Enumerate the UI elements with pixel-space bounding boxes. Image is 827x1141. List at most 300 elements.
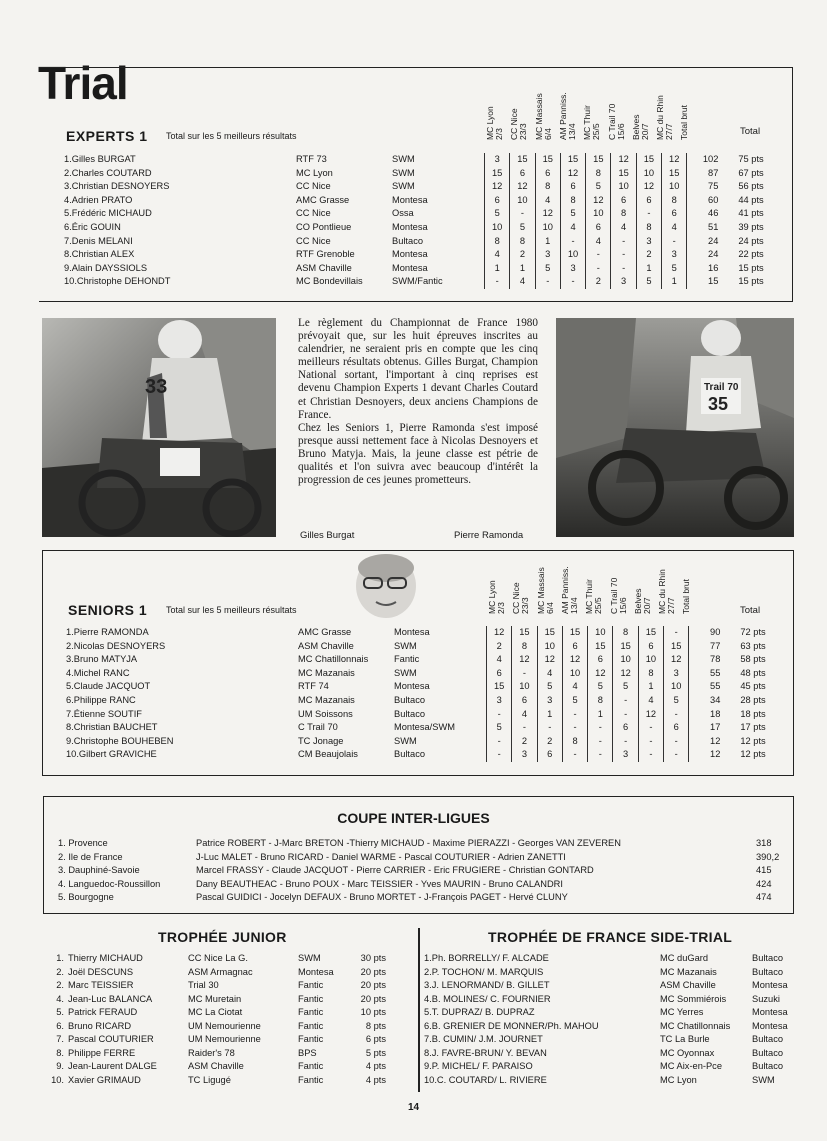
rider-moto: Bultaco: [394, 749, 426, 760]
score-cell: 6: [662, 207, 687, 221]
score-cell: 5: [510, 221, 535, 235]
ligue-riders: J-Luc MALET - Bruno RICARD - Daniel WARME - Pascal COUTURIER - Adrien ZANETTI: [196, 851, 566, 862]
total-points: 67 pts: [738, 167, 764, 178]
column-header: MC du Rhin 27/7: [655, 95, 675, 140]
total-points: 56 pts: [738, 181, 764, 192]
seniors-table: [66, 626, 802, 762]
junior-rank: 5.: [56, 1007, 64, 1017]
table-row: [58, 837, 796, 851]
ligue-score: 424: [756, 878, 772, 889]
total-points: 39 pts: [738, 221, 764, 232]
junior-name: Pascal COUTURIER: [68, 1034, 154, 1044]
junior-moto: Fantic: [298, 1061, 324, 1071]
score-cell: 3: [537, 694, 562, 708]
page-number: 14: [407, 1102, 420, 1113]
score-cell: -: [537, 721, 562, 735]
rider-name: 4.Adrien PRATO: [64, 194, 133, 205]
total-points: 17 pts: [740, 722, 766, 733]
junior-points: 20 pts: [360, 980, 386, 990]
junior-rank: 9.: [56, 1061, 64, 1071]
column-header: AM Panniss. 13/4: [557, 92, 577, 140]
rider-name: 6.Philippe RANC: [66, 694, 136, 705]
score-cell: 4: [586, 235, 611, 249]
table-row: [424, 1060, 798, 1074]
table-row: [64, 262, 800, 276]
total-brut: 24: [708, 235, 719, 246]
junior-rank: 6.: [56, 1020, 64, 1031]
side-club: MC Sommiérois: [660, 993, 727, 1004]
score-cell: 12: [535, 207, 560, 221]
score-cell: -: [560, 235, 585, 249]
score-cell: 8: [613, 626, 638, 640]
table-row: [42, 1047, 386, 1061]
total-points: 58 pts: [740, 654, 766, 665]
junior-name: Philippe FERRE: [68, 1047, 136, 1058]
table-row: [424, 1020, 798, 1034]
score-cell: 5: [537, 680, 562, 694]
score-cell: -: [588, 735, 613, 749]
table-row: [64, 180, 800, 194]
score-cell: -: [512, 667, 537, 681]
rider-club: MC Chatillonnais: [298, 654, 369, 665]
pierre-ramonda-portrait: [346, 552, 430, 618]
score-cell: -: [664, 735, 689, 749]
score-cell: 8: [512, 640, 537, 654]
score-cell: 6: [664, 721, 689, 735]
score-cell: 3: [613, 748, 638, 762]
junior-points: 20 pts: [360, 993, 386, 1004]
rider-club: CM Beaujolais: [298, 749, 358, 760]
score-cell: 1: [537, 708, 562, 722]
total-points: 45 pts: [740, 681, 766, 692]
total-points: 15 pts: [738, 276, 764, 287]
junior-table: [42, 952, 386, 1087]
rider-club: RTF Grenoble: [296, 249, 355, 260]
side-table: [424, 952, 798, 1087]
junior-moto: Fantic: [298, 1034, 324, 1044]
photo-gilles-burgat: [42, 318, 276, 537]
score-cell: 10: [611, 180, 636, 194]
total-brut: 75: [708, 181, 719, 192]
table-row: [58, 878, 796, 892]
score-cell: 6: [485, 194, 510, 208]
table-row: [66, 748, 802, 762]
score-cell: 12: [613, 667, 638, 681]
table-row: [66, 708, 802, 722]
rider-moto: SWM: [394, 667, 417, 678]
column-header: MC du Rhin 27/7: [657, 569, 677, 614]
coupe-table: [58, 837, 796, 905]
score-cell: -: [562, 721, 587, 735]
score-cell: 15: [512, 626, 537, 640]
junior-points: 8 pts: [365, 1020, 386, 1031]
total-brut: 24: [708, 249, 719, 260]
ligue-score: 415: [756, 865, 772, 876]
junior-moto: SWM: [298, 953, 321, 963]
score-cell: -: [535, 275, 560, 289]
junior-rank: 2.: [56, 980, 64, 990]
score-cell: 8: [636, 221, 661, 235]
rider-name: 5.Frédéric MICHAUD: [64, 208, 152, 219]
table-row: [64, 275, 800, 289]
score-cell: 5: [662, 262, 687, 276]
junior-moto: Fantic: [298, 993, 324, 1004]
ligue-score: 318: [756, 838, 772, 848]
score-cell: -: [613, 708, 638, 722]
score-cell: 10: [588, 626, 613, 640]
score-cell: 6: [588, 653, 613, 667]
score-cell: 3: [664, 667, 689, 681]
side-moto: SWM: [752, 1074, 775, 1085]
rider-club: RTF 73: [296, 154, 327, 164]
total-points: 12 pts: [740, 735, 766, 746]
score-cell: 10: [560, 248, 585, 262]
score-cell: -: [611, 235, 636, 249]
rider-club: CO Pontlieue: [296, 221, 352, 232]
score-cell: 1: [588, 708, 613, 722]
rider-moto: SWM: [394, 735, 417, 746]
side-club: ASM Chaville: [660, 980, 716, 990]
ligue-name: 4. Languedoc-Roussillon: [58, 878, 161, 889]
table-row: [42, 979, 386, 993]
side-crew: 10.C. COUTARD/ L. RIVIERE: [424, 1074, 547, 1085]
table-row: [64, 235, 800, 249]
score-cell: 2: [636, 248, 661, 262]
score-cell: 12: [636, 180, 661, 194]
table-row: [424, 1047, 798, 1061]
side-crew: 8.J. FAVRE-BRUN/ Y. BEVAN: [424, 1047, 547, 1058]
total-points: 28 pts: [740, 694, 766, 705]
score-cell: 12: [510, 180, 535, 194]
score-cell: 8: [638, 667, 663, 681]
score-cell: 6: [512, 694, 537, 708]
score-cell: 10: [512, 680, 537, 694]
junior-club: MC La Ciotat: [188, 1007, 243, 1017]
side-moto: Montesa: [752, 1007, 788, 1017]
table-row: [66, 721, 802, 735]
rider-name: 3.Christian DESNOYERS: [64, 181, 170, 192]
junior-name: Marc TEISSIER: [68, 980, 134, 990]
score-cell: 12: [611, 153, 636, 167]
side-crew: 2.P. TOCHON/ M. MARQUIS: [424, 966, 544, 977]
article-text: [298, 317, 538, 487]
score-cell: 10: [535, 221, 560, 235]
junior-rank: 1.: [56, 953, 64, 963]
score-cell: 6: [586, 221, 611, 235]
junior-club: ASM Armagnac: [188, 966, 253, 977]
ligue-name: 1. Provence: [58, 838, 108, 848]
side-club: MC Lyon: [660, 1074, 697, 1085]
total-brut: 12: [710, 735, 721, 746]
rider-club: ASM Chaville: [298, 640, 354, 651]
column-header: AM Panniss. 13/4: [559, 566, 579, 614]
ligue-score: 390,2: [756, 851, 780, 862]
score-cell: 6: [535, 167, 560, 181]
score-cell: 10: [562, 667, 587, 681]
rider-moto: Montesa: [392, 262, 428, 273]
score-cell: -: [664, 748, 689, 762]
score-cell: 3: [560, 262, 585, 276]
table-row: [66, 667, 802, 681]
article-paragraph-2: Chez les Seniors 1, Pierre Ramonda s'est imposé presque aussi nettement face à Nicolas Desnoyers et Bruno Matyja. Mais, la jeune classe est pétrie de qualités et l'on suivra avec beaucoup d'intérêt la progression de ces jeunes prometteurs.: [298, 421, 538, 487]
score-cell: 1: [636, 262, 661, 276]
junior-rank: 7.: [56, 1034, 64, 1044]
score-cell: 6: [562, 640, 587, 654]
rider-moto: Montesa: [394, 681, 430, 692]
score-cell: 6: [611, 194, 636, 208]
rider-club: ASM Chaville: [296, 262, 352, 273]
score-cell: 8: [662, 194, 687, 208]
table-row: [42, 993, 386, 1007]
score-cell: 4: [562, 680, 587, 694]
score-cell: 15: [611, 167, 636, 181]
side-club: TC La Burle: [660, 1034, 710, 1044]
side-moto: Suzuki: [752, 993, 780, 1004]
rider-photo-left: [42, 318, 276, 537]
experts-table: [64, 153, 800, 289]
side-club: MC duGard: [660, 953, 709, 963]
table-row: [64, 167, 800, 181]
junior-moto: Fantic: [298, 1074, 324, 1085]
score-cell: 15: [510, 153, 535, 167]
score-cell: 15: [487, 680, 512, 694]
score-cell: 15: [562, 626, 587, 640]
score-cell: 12: [586, 194, 611, 208]
junior-title: TROPHÉE JUNIOR: [158, 929, 287, 945]
ligue-name: 3. Dauphiné-Savoie: [58, 865, 140, 876]
rider-club: CC Nice: [296, 208, 331, 219]
total-points: 12 pts: [740, 749, 766, 760]
total-brut: 90: [710, 627, 721, 637]
total-points: 15 pts: [738, 262, 764, 273]
rider-name: 2.Charles COUTARD: [64, 167, 152, 178]
rider-name: 8.Christian BAUCHET: [66, 722, 158, 733]
score-cell: 4: [638, 694, 663, 708]
score-cell: 2: [487, 640, 512, 654]
rider-name: 2.Nicolas DESNOYERS: [66, 640, 166, 651]
rider-club: UM Soissons: [298, 708, 353, 719]
total-points: 48 pts: [740, 667, 766, 678]
rider-club: CC Nice: [296, 235, 331, 246]
rider-club: AMC Grasse: [298, 627, 352, 637]
table-row: [58, 864, 796, 878]
ligue-score: 474: [756, 892, 772, 903]
score-cell: 2: [510, 248, 535, 262]
score-cell: 8: [535, 180, 560, 194]
side-moto: Montesa: [752, 1020, 788, 1031]
table-row: [64, 194, 800, 208]
score-cell: 4: [537, 667, 562, 681]
score-cell: -: [512, 721, 537, 735]
junior-name: Patrick FERAUD: [68, 1007, 138, 1017]
score-cell: 15: [662, 167, 687, 181]
score-cell: 4: [662, 221, 687, 235]
score-cell: 15: [586, 153, 611, 167]
column-header: Belves 20/7: [630, 114, 650, 140]
rider-moto: Montesa: [392, 221, 428, 232]
junior-points: 20 pts: [360, 966, 386, 977]
ligue-name: 5. Bourgogne: [58, 892, 114, 903]
rider-name: 9.Alain DAYSSIOLS: [64, 262, 148, 273]
column-header: CC Nice 23/3: [511, 582, 531, 614]
score-cell: 12: [638, 708, 663, 722]
junior-points: 6 pts: [365, 1034, 386, 1044]
total-points: 44 pts: [738, 194, 764, 205]
score-cell: -: [487, 735, 512, 749]
total-brut: 12: [710, 749, 721, 760]
rider-name: 1.Pierre RAMONDA: [66, 627, 149, 637]
column-header: MC Massais 6/4: [533, 93, 553, 140]
rider-moto: Bultaco: [392, 235, 424, 246]
table-row: [424, 1033, 798, 1047]
junior-name: Jean-Laurent DALGE: [68, 1061, 157, 1071]
side-crew: 5.T. DUPRAZ/ B. DUPRAZ: [424, 1007, 535, 1017]
column-header: MC Thuir 25/5: [584, 579, 604, 614]
score-cell: -: [487, 748, 512, 762]
score-cell: 3: [512, 748, 537, 762]
score-cell: 3: [611, 275, 636, 289]
score-cell: 5: [588, 680, 613, 694]
score-cell: 5: [560, 207, 585, 221]
rider-moto: Montesa: [392, 194, 428, 205]
score-cell: 8: [611, 207, 636, 221]
table-row: [66, 735, 802, 749]
side-club: MC Mazanais: [660, 966, 717, 977]
score-cell: -: [638, 748, 663, 762]
caption-pierre-ramonda: Pierre Ramonda: [454, 530, 524, 541]
score-cell: 5: [562, 694, 587, 708]
total-points: 63 pts: [740, 640, 766, 651]
bib-number-left: 33: [145, 376, 168, 398]
junior-club: Trial 30: [188, 980, 219, 990]
junior-name: Joël DESCUNS: [68, 966, 134, 977]
table-row: [66, 694, 802, 708]
junior-name: Jean-Luc BALANCA: [68, 993, 153, 1004]
column-header: C Trail 70 15/6: [606, 103, 626, 140]
rider-name: 4.Michel RANC: [66, 667, 130, 678]
total-points: 24 pts: [738, 235, 764, 246]
total-brut: 18: [710, 708, 721, 719]
side-crew: 1.Ph. BORRELLY/ F. ALCADE: [424, 953, 549, 963]
photo-pierre-ramonda: [556, 318, 794, 537]
side-crew: 6.B. GRENIER DE MONNER/Ph. MAHOU: [424, 1020, 599, 1031]
table-row: [424, 966, 798, 980]
score-cell: 10: [662, 180, 687, 194]
score-cell: 4: [487, 653, 512, 667]
table-row: [42, 1033, 386, 1047]
total-brut: 87: [708, 167, 719, 178]
table-row: [42, 1074, 386, 1088]
table-row: [42, 1020, 386, 1034]
junior-moto: Fantic: [298, 1007, 324, 1017]
score-cell: 10: [636, 167, 661, 181]
rider-name: 8.Christian ALEX: [64, 249, 135, 260]
ligue-name: 2. Ile de France: [58, 851, 123, 862]
score-cell: -: [560, 275, 585, 289]
table-row: [66, 640, 802, 654]
trophy-divider: [418, 928, 420, 1092]
table-row: [64, 248, 800, 262]
rider-name: 7.Étienne SOUTIF: [66, 708, 142, 719]
score-cell: 1: [510, 262, 535, 276]
score-cell: 2: [512, 735, 537, 749]
total-brut: 15: [708, 276, 719, 287]
junior-points: 30 pts: [360, 953, 386, 963]
rider-photo-right: [556, 318, 794, 537]
total-brut: 55: [710, 667, 721, 678]
table-row: [58, 851, 796, 865]
score-cell: 12: [537, 653, 562, 667]
ligue-riders: Pascal GUIDICI - Jocelyn DEFAUX - Bruno MORTET - J-François PAGET - Hervé CLUNY: [196, 892, 568, 903]
table-row: [42, 952, 386, 966]
side-club: MC Aix-en-Pce: [660, 1061, 722, 1071]
junior-rank: 2.: [56, 966, 64, 977]
junior-club: MC Muretain: [188, 993, 242, 1004]
score-cell: 10: [586, 207, 611, 221]
rider-name: 5.Claude JACQUOT: [66, 681, 151, 692]
total-brut: 77: [710, 640, 721, 651]
side-crew: 4.B. MOLINES/ C. FOURNIER: [424, 993, 551, 1004]
score-cell: 15: [664, 640, 689, 654]
ligue-riders: Marcel FRASSY - Claude JACQUOT - Pierre CARRIER - Eric FRUGIERE - Christian GONTARD: [196, 865, 594, 876]
rider-name: 1.Gilles BURGAT: [64, 154, 136, 164]
score-cell: 15: [613, 640, 638, 654]
rider-name: 9.Christophe BOUHEBEN: [66, 735, 174, 746]
side-moto: Bultaco: [752, 953, 784, 963]
rider-moto: SWM: [392, 154, 415, 164]
column-header: Belves 20/7: [632, 588, 652, 614]
score-cell: 5: [636, 275, 661, 289]
side-crew: 7.B. CUMIN/ J.M. JOURNET: [424, 1034, 543, 1044]
rider-moto: Bultaco: [394, 694, 426, 705]
side-moto: Bultaco: [752, 1047, 784, 1058]
score-cell: 12: [562, 653, 587, 667]
score-cell: 2: [586, 275, 611, 289]
table-row: [64, 221, 800, 235]
junior-name: Bruno RICARD: [68, 1020, 132, 1031]
rider-club: C Trail 70: [298, 722, 338, 733]
rider-moto: Bultaco: [394, 708, 426, 719]
score-cell: 15: [636, 153, 661, 167]
junior-club: UM Nemourienne: [188, 1034, 261, 1044]
score-cell: 5: [535, 262, 560, 276]
score-cell: 6: [487, 667, 512, 681]
junior-rank: 8.: [56, 1047, 64, 1058]
score-cell: 12: [512, 653, 537, 667]
seniors-total-header: Total: [740, 605, 761, 616]
score-cell: -: [562, 748, 587, 762]
score-cell: 2: [537, 735, 562, 749]
rider-moto: Montesa: [394, 627, 430, 637]
rider-moto: SWM: [392, 167, 415, 178]
column-header: Total brut: [679, 105, 690, 140]
ligue-riders: Patrice ROBERT - J-Marc BRETON -Thierry MICHAUD - Maxime PIERAZZI - Georges VAN ZEVEREN: [196, 838, 621, 848]
score-cell: 3: [636, 235, 661, 249]
rider-name: 10.Christophe DEHONDT: [64, 276, 171, 287]
table-row: [42, 1060, 386, 1074]
side-title: TROPHÉE DE FRANCE SIDE-TRIAL: [488, 929, 733, 945]
score-cell: -: [638, 721, 663, 735]
junior-points: 4 pts: [365, 1061, 386, 1071]
score-cell: 6: [510, 167, 535, 181]
rider-club: CC Nice: [296, 181, 331, 192]
side-club: MC Oyonnax: [660, 1047, 715, 1058]
score-cell: 10: [664, 680, 689, 694]
score-cell: -: [664, 626, 689, 640]
column-header: MC Massais 6/4: [535, 567, 555, 614]
side-moto: Bultaco: [752, 966, 784, 977]
seniors-title: SENIORS 1: [68, 602, 148, 618]
